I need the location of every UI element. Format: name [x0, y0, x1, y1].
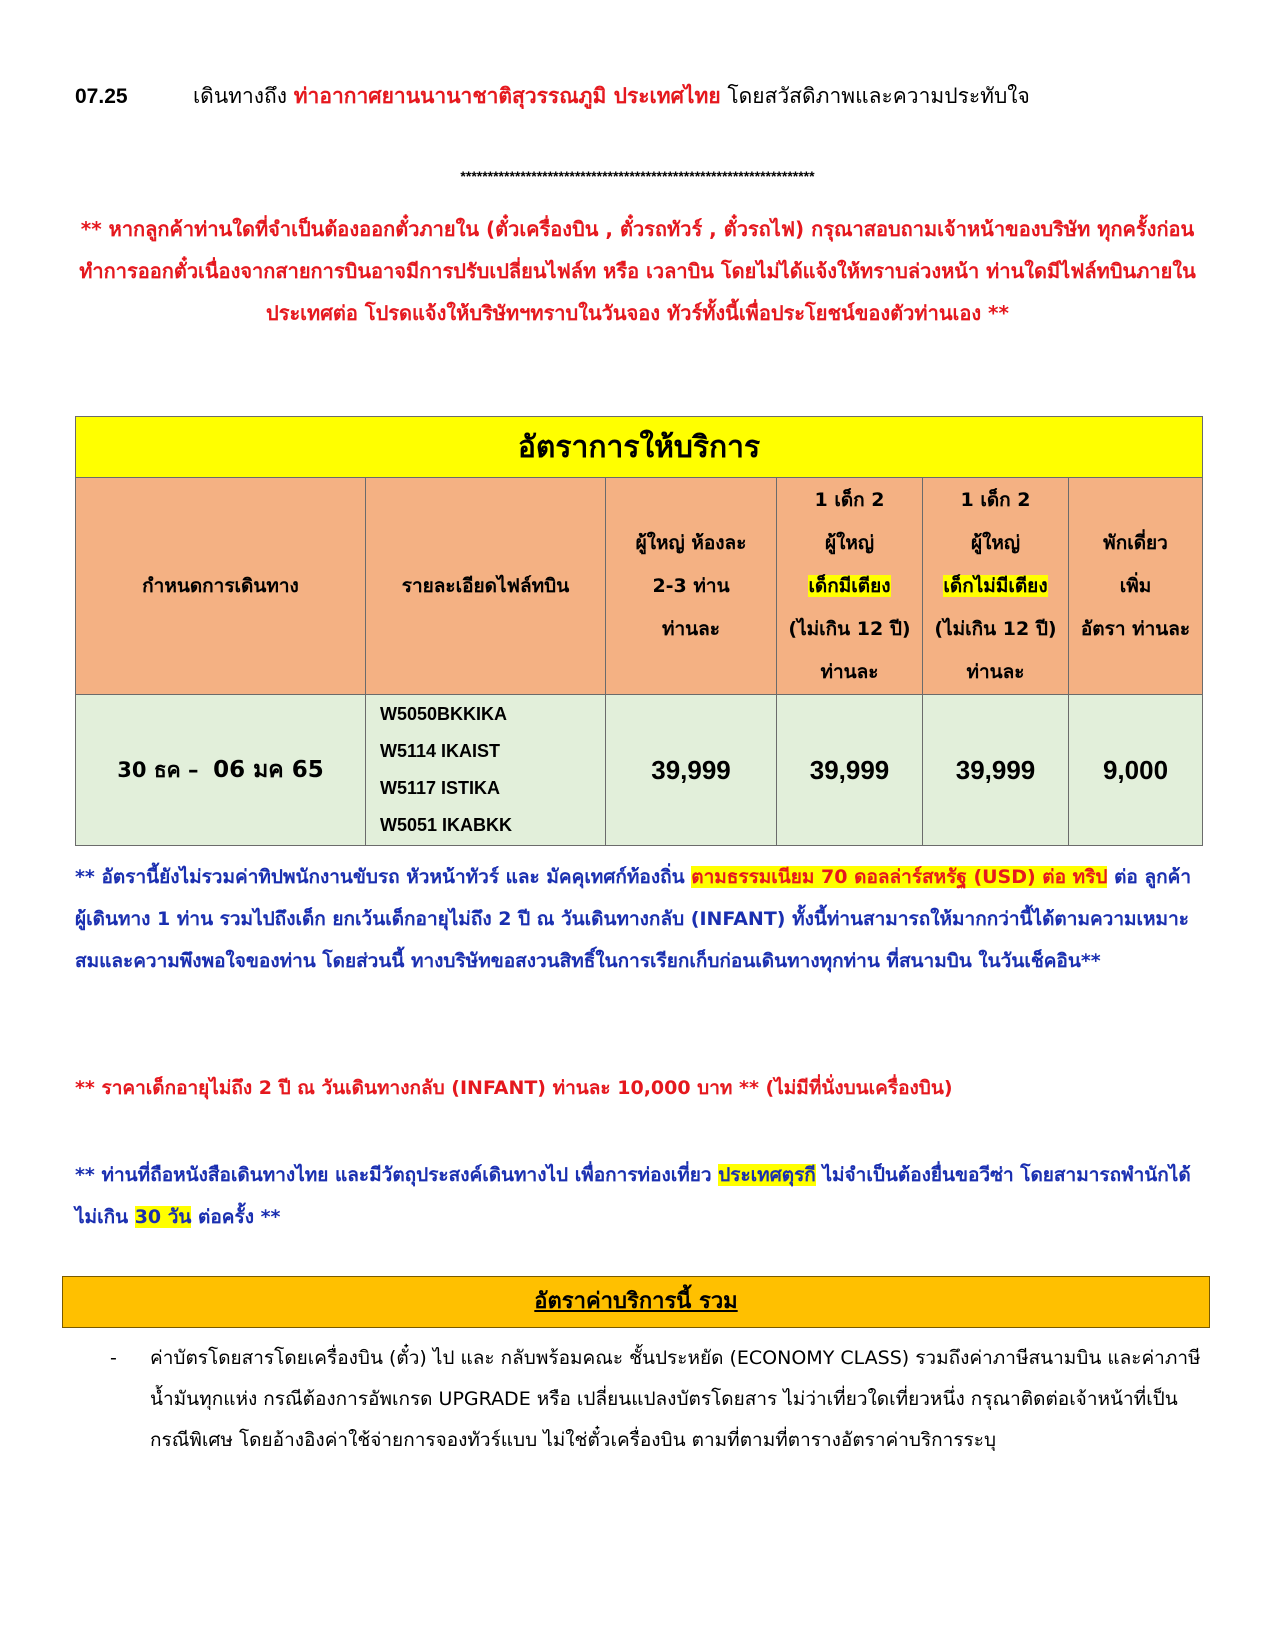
header-adult-line1: ผู้ใหญ่ ห้องละ [635, 531, 747, 554]
header-child-bed [777, 478, 923, 695]
ticket-notice: ** หากลูกค้าท่านใดที่จำเป็นต้องออกตั๋วภายใน (ตั๋วเครื่องบิน , ตั๋วรถทัวร์ , ตั๋วรถไฟ) กรุณาสอบถามเจ้าหน้าของบริษัท ทุกครั้งก่อนทำการออกตั๋วเนื่องจากสายการบินอาจมีการปรับเปลี่ยนไฟล์ท หรือ เวลาบิน โดยไม่ได้แจ้งให้ทราบล่วงหน้า ท่านใดมีไฟล์ทบินภายในประเทศต่อ โปรดแจ้งให้บริษัทฯทราบในวันจอง ทัวร์ทั้งนี้เพื่อประโยชน์ของตัวท่านเอง ** [79, 217, 1196, 325]
visa-note-intro: ** ท่านที่ถือหนังสือเดินทางไทย และมีวัตถุประสงค์เดินทางไป เพื่อการท่องเที่ยว [75, 1164, 712, 1186]
header-single [1069, 478, 1203, 695]
row-date-start: 30 ธค – [117, 758, 199, 782]
header-single-line3: อัตรา ท่านละ [1080, 617, 1191, 640]
includes-item [110, 1338, 1210, 1461]
includes-title: อัตราค่าบริการนี้ รวม [534, 1289, 738, 1314]
header-child-nobed-line1: 1 เด็ก 2 [960, 488, 1031, 511]
flight-item: W5051 IKABKK [380, 815, 513, 835]
rate-table-header [76, 478, 1203, 695]
header-flight: รายละเอียดไฟล์ทบิน [366, 478, 606, 695]
header-single-line1: พักเดี่ยว [1103, 531, 1168, 554]
header-child-bed-line5: ท่านละ [820, 660, 879, 683]
tip-note-intro: ** อัตรานี้ยังไม่รวมค่าทิปพนักงานขับรถ หัวหน้าทัวร์ และ มัคคุเทศก์ท้องถิ่น [75, 866, 685, 888]
infant-note: ** ราคาเด็กอายุไม่ถึง 2 ปี ณ วันเดินทางกลับ (INFANT) ท่านละ 10,000 บาท ** (ไม่มีที่นั่งบนเครื่องบิน) [75, 1077, 953, 1099]
rate-table [75, 416, 1203, 846]
header-adult [606, 478, 777, 695]
header-child-nobed-line3: เด็กไม่มีเตียง [943, 574, 1048, 597]
flight-item: W5050BKKIKA [380, 704, 508, 724]
itinerary-time: 07.25 [75, 85, 128, 108]
row-dates [76, 695, 366, 846]
price-adult: 39,999 [606, 695, 777, 846]
tip-note-amount: ตามธรรมเนียม 70 ดอลล่าร์สหรัฐ (USD) ต่อ ทริป [691, 866, 1108, 888]
tip-note [75, 856, 1205, 982]
includes-title-bar [62, 1276, 1210, 1328]
visa-note-end: ต่อครั้ง ** [198, 1206, 281, 1228]
header-child-bed-line2: ผู้ใหญ่ [824, 531, 875, 554]
tip-note-detail: ต่อ ลูกค้า ผู้เดินทาง 1 ท่าน รวมไปถึงเด็ก ยกเว้นเด็กอายุไม่ถึง 2 ปี ณ วันเดินทางกลับ (INFANT) ทั้งนี้ท่านสามารถให้มากกว่านี้ได้ตามความเหมาะสมและความพึงพอใจของท่าน โดยส่วนนี้ ทางบริษัทขอสงวนสิทธิ์ในการเรียกเก็บก่อนเดินทางทุกท่าน ที่สนามบิน ในวันเช็คอิน** [75, 866, 1191, 972]
row-date-end: 06 มค 65 [213, 757, 324, 783]
price-single: 9,000 [1069, 695, 1203, 846]
header-child-nobed [923, 478, 1069, 695]
separator-stars: ***************************************************************** [460, 168, 815, 184]
itinerary-suffix: โดยสวัสดิภาพและความประทับใจ [727, 84, 1030, 108]
header-adult-line2: 2-3 ท่าน [652, 574, 730, 597]
row-flights [366, 695, 606, 846]
table-row [76, 695, 1203, 846]
itinerary-prefix: เดินทางถึง [193, 84, 288, 108]
list-bullet: - [110, 1347, 117, 1369]
visa-note-days: 30 วัน [134, 1206, 192, 1228]
itinerary-destination: ท่าอากาศยานนานาชาติสุวรรณภูมิ ประเทศไทย [293, 84, 721, 108]
flight-item: W5117 ISTIKA [380, 778, 501, 798]
header-child-nobed-line2: ผู้ใหญ่ [970, 531, 1021, 554]
header-child-bed-line1: 1 เด็ก 2 [814, 488, 885, 511]
visa-note-middle: ไม่จำเป็นต้องยื่นขอวีซ่า โดยสามารถพำนักได้ไม่เกิน [75, 1164, 1191, 1228]
header-child-bed-line4: (ไม่เกิน 12 ปี) [788, 617, 911, 640]
header-single-line2: เพิ่ม [1119, 574, 1152, 597]
price-child-nobed: 39,999 [923, 695, 1069, 846]
header-child-nobed-line5: ท่านละ [966, 660, 1025, 683]
header-child-nobed-line4: (ไม่เกิน 12 ปี) [934, 617, 1057, 640]
includes-item-text: ค่าบัตรโดยสารโดยเครื่องบิน (ตั๋ว) ไป และ กลับพร้อมคณะ ชั้นประหยัด (ECONOMY CLASS) รวมถึงค่าภาษีสนามบิน และค่าภาษีน้ำมันทุกแห่ง กรณีต้องการอัพเกรด UPGRADE หรือ เปลี่ยนแปลงบัตรโดยสาร ไม่ว่าเที่ยวใดเที่ยวหนึ่ง กรุณาติดต่อเจ้าหน้าที่เป็นกรณีพิเศษ โดยอ้างอิงค่าใช้จ่ายการจองทัวร์แบบ ไม่ใช่ตั๋วเครื่องบิน ตามที่ตามที่ตารางอัตราค่าบริการระบุ [150, 1347, 1201, 1451]
header-schedule: กำหนดการเดินทาง [76, 478, 366, 695]
header-adult-line3: ท่านละ [661, 617, 721, 640]
rate-table-title: อัตราการให้บริการ [76, 417, 1203, 478]
price-child-bed: 39,999 [777, 695, 923, 846]
flight-item: W5114 IKAIST [380, 741, 501, 761]
itinerary-line [75, 82, 1225, 111]
visa-note-country: ประเทศตุรกี [718, 1164, 816, 1186]
visa-note [75, 1154, 1205, 1238]
header-child-bed-line3: เด็กมีเตียง [808, 574, 891, 597]
